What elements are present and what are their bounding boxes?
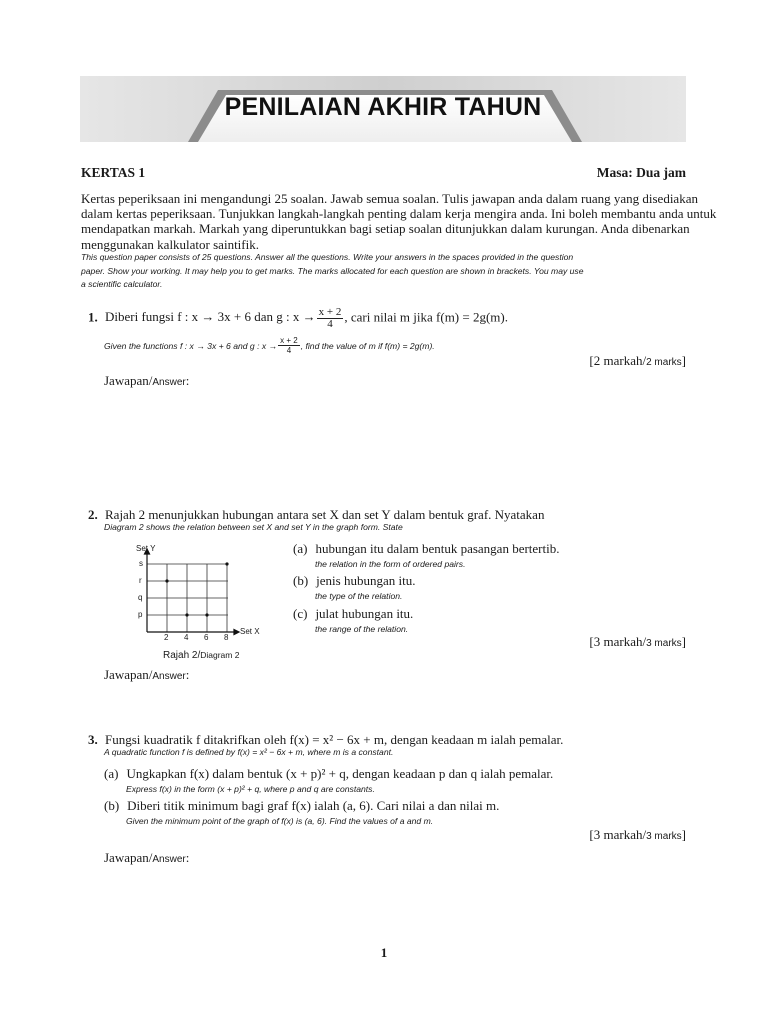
y-tick-label: s	[139, 559, 143, 568]
answer-ms: Jawapan/	[104, 850, 153, 865]
marks-en: 3 marks	[646, 638, 682, 649]
question-2-part-b	[293, 572, 415, 601]
fraction-denominator: 4	[286, 346, 292, 355]
graph-point	[205, 613, 208, 616]
question-1-marks	[589, 353, 686, 369]
part-text: Diberi titik minimum bagi graf f(x) ialah (a, 6). Cari nilai a dan nilai m.	[127, 798, 500, 813]
page-title: PENILAIAN AKHIR TAHUN	[224, 93, 542, 121]
instructions-ms-line: mendapatkan markah. Markah yang diperuntukkan bagi setiap soalan ditunjukkan dalam kurungan. Anda dibenarkan	[81, 221, 690, 237]
question-2-marks	[589, 634, 686, 650]
y-tick-label: p	[138, 610, 143, 619]
question-1-answer-label	[104, 373, 189, 389]
marks-en: 3 marks	[646, 831, 682, 842]
x-tick-label: 8	[224, 633, 229, 642]
question-3-part-b	[104, 797, 499, 826]
answer-en: Answer	[152, 377, 186, 388]
question-3-part-a	[104, 765, 553, 794]
question-1-en-b: , find the value of m if f(m) = 2g(m).	[300, 341, 435, 352]
diagram-caption	[163, 650, 239, 661]
caption-ms: Rajah 2/	[163, 650, 201, 661]
part-text: hubungan itu dalam bentuk pasangan bertertib.	[315, 541, 560, 556]
x-tick-label: 2	[164, 633, 169, 642]
caption-en: Diagram 2	[200, 650, 240, 660]
part-label: (a)	[293, 541, 308, 556]
part-text-en: the relation in the form of ordered pairs.	[315, 559, 466, 569]
question-number: 2.	[88, 507, 98, 522]
question-number: 3.	[88, 732, 98, 747]
x-axis-arrow	[234, 630, 239, 635]
instructions-en-line: This question paper consists of 25 questions. Answer all the questions. Write your answers in the spaces provided in the question	[81, 252, 574, 262]
answer-colon: :	[185, 667, 190, 682]
fraction-numerator: x + 2	[318, 306, 342, 318]
page-number: 1	[380, 945, 388, 960]
part-text-en: Express f(x) in the form (x + p)² + q, where p and q are constants.	[126, 784, 375, 794]
y-tick-label: q	[138, 593, 143, 602]
marks-close: ]	[681, 353, 686, 368]
part-label: (b)	[104, 798, 120, 813]
answer-en: Answer	[152, 671, 186, 682]
part-text: julat hubungan itu.	[315, 606, 414, 621]
x-tick-label: 6	[204, 633, 209, 642]
instructions-en	[81, 251, 691, 292]
graph-point	[225, 562, 228, 565]
part-label: (b)	[293, 573, 309, 588]
instructions-en-line: paper. Show your working. It may help you to get marks. The marks allocated for each question are shown in brackets. You may use	[81, 265, 584, 276]
instructions-ms-line: menggunakan kalkulator saintifik.	[81, 236, 259, 252]
part-text: Ungkapkan f(x) dalam bentuk (x + p)² + q, dengan keadaan p dan q ialah pemalar.	[126, 766, 554, 781]
part-label: (c)	[293, 606, 308, 621]
y-axis-label: Set Y	[136, 544, 156, 553]
part-text-en: the range of the relation.	[315, 624, 409, 634]
answer-colon: :	[185, 850, 190, 865]
question-number: 1.	[88, 309, 98, 325]
answer-ms: Jawapan/	[104, 667, 153, 682]
marks-ms: [2 markah/	[589, 353, 647, 368]
question-3-marks	[589, 827, 686, 843]
paper-label: KERTAS 1	[81, 165, 146, 180]
question-2-text: Rajah 2 menunjukkan hubungan antara set X dan set Y dalam bentuk graf. Nyatakan	[105, 507, 545, 522]
marks-close: ]	[681, 827, 686, 842]
x-axis-label: Set X	[240, 627, 260, 636]
x-tick-label: 4	[184, 633, 189, 642]
question-3-text: Fungsi kuadratik f ditakrifkan oleh f(x) = x² − 6x + m, dengan keadaan m ialah pemalar.	[105, 732, 564, 747]
fraction	[317, 307, 344, 330]
part-text-en: the type of the relation.	[315, 591, 403, 601]
fraction-denominator: 4	[327, 318, 333, 330]
question-2-en: Diagram 2 shows the relation between set X and set Y in the graph form. State	[104, 522, 403, 532]
fraction	[278, 336, 300, 355]
y-tick-label: r	[139, 576, 142, 585]
part-text: jenis hubungan itu.	[316, 573, 416, 588]
marks-close: ]	[681, 634, 686, 649]
question-1-text-b: , cari nilai m jika f(m) = 2g(m).	[344, 309, 508, 325]
question-1	[88, 307, 508, 330]
marks-ms: [3 markah/	[589, 827, 647, 842]
instructions-ms-line: dalam kertas peperiksaan. Tunjukkan langkah-langkah penting dalam kerja mengira anda. Ini boleh membantu anda untuk	[81, 206, 717, 222]
part-text-en: Given the minimum point of the graph of f(x) is (a, 6). Find the values of a and m.	[126, 816, 434, 826]
question-2-part-a	[293, 540, 559, 569]
answer-colon: :	[185, 373, 190, 388]
time-label: Masa: Dua jam	[596, 165, 686, 180]
answer-en: Answer	[152, 854, 186, 865]
instructions-en-line: a scientific calculator.	[81, 279, 163, 289]
graph-point	[185, 613, 188, 616]
instructions-ms-line: Kertas peperiksaan ini mengandungi 25 soalan. Jawab semua soalan. Tulis jawapan anda dalam ruang yang disediakan	[81, 191, 698, 206]
graph-point	[165, 579, 168, 582]
marks-ms: [3 markah/	[589, 634, 647, 649]
question-2-answer-label	[104, 667, 189, 683]
question-1-en-a: Given the functions f : x → 3x + 6 and g : x →	[104, 341, 278, 352]
question-3-en: A quadratic function f is defined by f(x) = x² − 6x + m, where m is a constant.	[104, 747, 394, 757]
marks-en: 2 marks	[646, 357, 682, 368]
answer-ms: Jawapan/	[104, 373, 153, 388]
question-1-en	[104, 336, 435, 355]
question-2-part-c	[293, 605, 413, 634]
fraction-numerator: x + 2	[280, 336, 298, 345]
question-3-answer-label	[104, 850, 189, 866]
part-label: (a)	[104, 766, 119, 781]
question-1-text-a: Diberi fungsi f : x → 3x + 6 dan g : x →	[105, 309, 316, 325]
instructions-ms	[81, 191, 717, 252]
